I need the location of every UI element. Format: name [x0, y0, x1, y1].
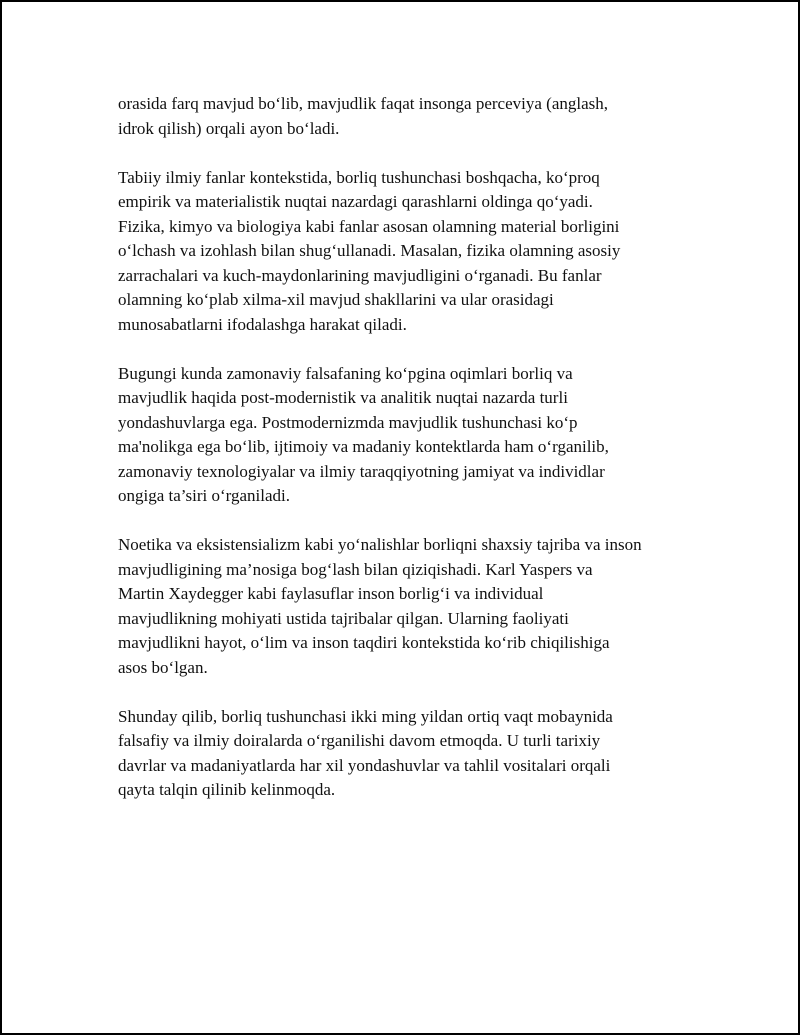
text-line: Shunday qilib, borliq tushunchasi ikki ming yildan ortiq vaqt mobaynida [118, 706, 613, 726]
text-line: Noetika va eksistensializm kabi yo‘nalishlar borliqni shaxsiy tajriba va inson [118, 535, 642, 554]
text-line: yondashuvlarga ega. Postmodernizmda mavjudlik tushunchasi ko‘p [118, 412, 578, 432]
text-line: qayta talqin qilinib kelinmoqda. [118, 780, 336, 799]
text-line: Martin Xaydegger kabi faylasuflar inson borlig‘i va individual [118, 584, 544, 603]
text-line: empirik va materialistik nuqtai nazardagi qarashlarni oldinga qo‘yadi. [118, 192, 593, 211]
text-line: zarrachalari va kuch-maydonlarining mavjudligini o‘rganadi. Bu fanlar [118, 265, 602, 285]
text-line: Bugungi kunda zamonaviy falsafaning ko‘pgina oqimlari borliq va [118, 363, 573, 383]
text-line: asos bo‘lgan. [118, 657, 208, 677]
text-line: mavjudlikni hayot, o‘lim va inson taqdiri kontekstida ko‘rib chiqilishiga [118, 633, 610, 652]
text-line: ongiga ta’siri o‘rganiladi. [118, 486, 291, 505]
text-line: idrok qilish) orqali ayon bo‘ladi. [118, 118, 340, 138]
text-line: mavjudligining ma’nosiga bog‘lash bilan qiziqishadi. Karl Yaspers va [118, 559, 593, 579]
text-line: ma'nolikga ega bo‘lib, ijtimoiy va madaniy kontektlarda ham o‘rganilib, [118, 437, 609, 456]
text-line: o‘lchash va izohlash bilan shug‘ullanadi. Masalan, fizika olamning asosiy [118, 241, 621, 260]
text-line: davrlar va madaniyatlarda har xil yondashuvlar va tahlil vositalari orqali [118, 755, 611, 775]
document-body [118, 92, 708, 827]
text-line: orasida farq mavjud bo‘lib, mavjudlik faqat insonga perceviya (anglash, [118, 94, 609, 113]
text-line: olamning ko‘plab xilma-xil mavjud shakllarini va ular orasidagi [118, 290, 554, 309]
text-line: mavjudlikning mohiyati ustida tajribalar qilgan. Ularning faoliyati [118, 608, 569, 628]
paragraph-2 [118, 166, 708, 338]
text-line: munosabatlarni ifodalashga harakat qiladi. [118, 314, 407, 334]
text-line: Tabiiy ilmiy fanlar kontekstida, borliq tushunchasi boshqacha, ko‘proq [118, 167, 600, 187]
text-line: zamonaviy texnologiyalar va ilmiy taraqqiyotning jamiyat va individlar [118, 461, 605, 481]
text-line: falsafiy va ilmiy doiralarda o‘rganilishi davom etmoqda. U turli tarixiy [118, 731, 601, 750]
paragraph-5 [118, 705, 708, 803]
text-line: mavjudlik haqida post-modernistik va analitik nuqtai nazarda turli [118, 388, 568, 407]
paragraph-4 [118, 533, 708, 680]
text-line: Fizika, kimyo va biologiya kabi fanlar asosan olamning material borligini [118, 216, 620, 236]
paragraph-3 [118, 362, 708, 509]
paragraph-1 [118, 92, 708, 141]
